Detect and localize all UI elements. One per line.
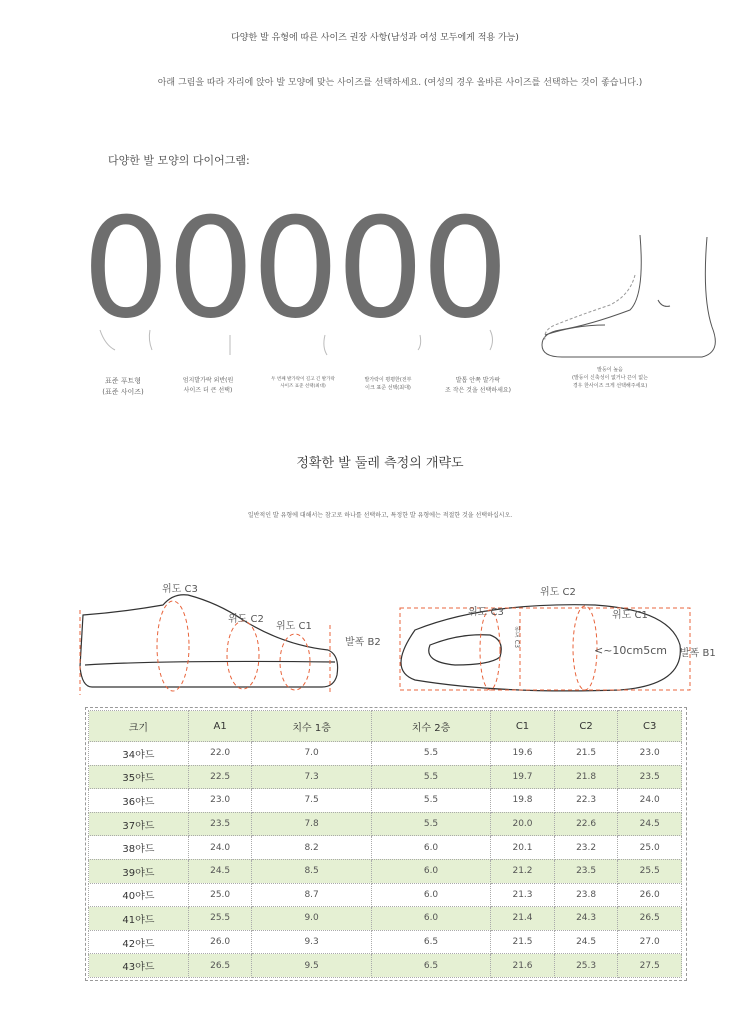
caption-line: 엄지발가락 외반(원 (182, 377, 234, 384)
caption-line: 사이즈 더 큰 선택) (183, 386, 233, 394)
cell-c3: 24.0 (618, 789, 682, 813)
table-row (89, 954, 682, 978)
cell-size: 37야드 (89, 812, 189, 836)
cell-c3: 23.5 (618, 765, 682, 789)
cell-a1: 23.0 (188, 789, 252, 813)
label-top-c1: 위도 C1 (612, 610, 648, 621)
caption-line: 사이즈 표준 선택(최대) (280, 384, 326, 390)
col-header-c1: C1 (491, 711, 555, 742)
label-side-c1: 위도 C1 (276, 621, 312, 632)
cell-dim2: 6.0 (371, 883, 490, 907)
label-width-b1: 발폭 B1 (680, 648, 716, 659)
cell-dim1: 7.5 (252, 789, 371, 813)
label-vertical-c3: 위도 C3 (513, 626, 520, 648)
caption-line: (발등이 신축성이 없거나 끈이 없는 (572, 375, 648, 381)
cell-a1: 22.0 (188, 742, 252, 766)
cell-a1: 25.5 (188, 907, 252, 931)
caption-line: 경우 한사이즈 크게 선택해주세요) (572, 383, 648, 389)
measure-subtitle: 일반적인 발 유형에 대해서는 참고로 하나를 선택하고, 특정한 발 유형에는 적절한 것을 선택하십시오. (247, 512, 513, 519)
cell-size: 34야드 (89, 742, 189, 766)
col-header-dim2: 치수 2층 (371, 711, 490, 742)
page-title: 다양한 발 유형에 따른 사이즈 권장 사항(남성과 여성 모두에게 적용 가능) (231, 33, 519, 43)
cell-c3: 27.5 (618, 954, 682, 978)
cell-dim1: 9.3 (252, 930, 371, 954)
caption-line: 표준 푸트형 (104, 377, 142, 385)
caption-line: 이크 표준 선택(최대) (365, 385, 411, 391)
label-span: <~10cm5cm (594, 644, 667, 657)
cell-dim2: 6.5 (371, 930, 490, 954)
cell-c3: 25.5 (618, 859, 682, 883)
cell-c2: 22.3 (554, 789, 618, 813)
cell-a1: 22.5 (188, 765, 252, 789)
table-header-row (89, 711, 682, 742)
cell-dim2: 5.5 (371, 765, 490, 789)
caption-line: 조 작은 것을 선택하세요) (444, 386, 512, 394)
cell-a1: 25.0 (188, 883, 252, 907)
cell-dim2: 5.5 (371, 742, 490, 766)
label-top-c2: 위도 C2 (540, 587, 576, 598)
cell-c3: 25.0 (618, 836, 682, 860)
table-row (89, 765, 682, 789)
cell-c2: 24.5 (554, 930, 618, 954)
cell-c1: 21.2 (491, 859, 555, 883)
table-row (89, 859, 682, 883)
cell-dim1: 9.5 (252, 954, 371, 978)
cell-c1: 19.8 (491, 789, 555, 813)
cell-c1: 19.7 (491, 765, 555, 789)
cell-dim2: 6.0 (371, 859, 490, 883)
cell-c1: 20.1 (491, 836, 555, 860)
col-header-c3: C3 (618, 711, 682, 742)
cell-size: 43야드 (89, 954, 189, 978)
cell-c1: 21.3 (491, 883, 555, 907)
cell-c1: 19.6 (491, 742, 555, 766)
col-header-dim1: 치수 1층 (252, 711, 371, 742)
caption-line: 두 번째 발가락이 길고 긴 발가락 (271, 377, 335, 382)
cell-size: 40야드 (89, 883, 189, 907)
cell-c2: 23.2 (554, 836, 618, 860)
cell-size: 38야드 (89, 836, 189, 860)
cell-c3: 26.0 (618, 883, 682, 907)
cell-a1: 23.5 (188, 812, 252, 836)
label-side-c3: 위도 C3 (162, 584, 198, 595)
cell-dim2: 6.0 (371, 907, 490, 931)
instruction-text: 아래 그림을 따라 자리에 앉아 발 모양에 맞는 사이즈를 선택하세요. (여성의 경우 올바른 사이즈를 선택하는 것이 좋습니다.) (157, 78, 643, 88)
cell-dim1: 9.0 (252, 907, 371, 931)
caption-inner-toe (423, 376, 533, 395)
cell-size: 41야드 (89, 907, 189, 931)
foot-diagram-label: 다양한 발 모양의 다이어그램: (108, 154, 250, 167)
caption-line: 발톱 안쪽 발가락 (455, 377, 501, 384)
cell-c2: 24.3 (554, 907, 618, 931)
cell-size: 42야드 (89, 930, 189, 954)
cell-dim1: 8.2 (252, 836, 371, 860)
table-row (89, 742, 682, 766)
table-row (89, 907, 682, 931)
cell-a1: 24.5 (188, 859, 252, 883)
cell-dim2: 6.5 (371, 954, 490, 978)
caption-line: 발등이 높음 (597, 367, 623, 373)
cell-size: 36야드 (89, 789, 189, 813)
table-row (89, 789, 682, 813)
cell-dim1: 7.8 (252, 812, 371, 836)
cell-c3: 24.5 (618, 812, 682, 836)
cell-c2: 23.5 (554, 859, 618, 883)
col-header-size: 크기 (89, 711, 189, 742)
label-side-c2: 위도 C2 (228, 614, 264, 625)
cell-c1: 21.4 (491, 907, 555, 931)
cell-dim2: 5.5 (371, 812, 490, 836)
cell-c2: 25.3 (554, 954, 618, 978)
cell-a1: 26.0 (188, 930, 252, 954)
col-header-c2: C2 (554, 711, 618, 742)
caption-line: 발가락이 평평한(전부 (364, 377, 412, 383)
col-header-a1: A1 (188, 711, 252, 742)
cell-c2: 22.6 (554, 812, 618, 836)
cell-dim1: 7.3 (252, 765, 371, 789)
caption-line: (표준 사이즈) (102, 388, 144, 397)
cell-c3: 26.5 (618, 907, 682, 931)
cell-dim1: 8.7 (252, 883, 371, 907)
table-row (89, 883, 682, 907)
cell-c1: 20.0 (491, 812, 555, 836)
cell-dim2: 6.0 (371, 836, 490, 860)
cell-a1: 26.5 (188, 954, 252, 978)
caption-hallux (153, 376, 263, 395)
cell-size: 35야드 (89, 765, 189, 789)
label-width-b2: 발폭 B2 (345, 637, 381, 648)
cell-c3: 23.0 (618, 742, 682, 766)
high-instep-sketch (540, 225, 720, 365)
cell-c1: 21.6 (491, 954, 555, 978)
table-row (89, 836, 682, 860)
cell-c2: 21.8 (554, 765, 618, 789)
cell-c2: 21.5 (554, 742, 618, 766)
cell-c2: 23.8 (554, 883, 618, 907)
cell-c3: 27.0 (618, 930, 682, 954)
cell-dim2: 5.5 (371, 789, 490, 813)
shoe-side-diagram (75, 580, 345, 700)
cell-dim1: 8.5 (252, 859, 371, 883)
table-row (89, 930, 682, 954)
foot-type-digits: 00000 (82, 188, 506, 349)
size-table (88, 710, 682, 978)
cell-size: 39야드 (89, 859, 189, 883)
measure-title: 정확한 발 둘레 측정의 개략도 (296, 456, 464, 471)
cell-a1: 24.0 (188, 836, 252, 860)
label-top-c3: 위도 C3 (468, 607, 504, 618)
cell-c1: 21.5 (491, 930, 555, 954)
table-row (89, 812, 682, 836)
caption-high-instep (555, 366, 665, 390)
cell-dim1: 7.0 (252, 742, 371, 766)
